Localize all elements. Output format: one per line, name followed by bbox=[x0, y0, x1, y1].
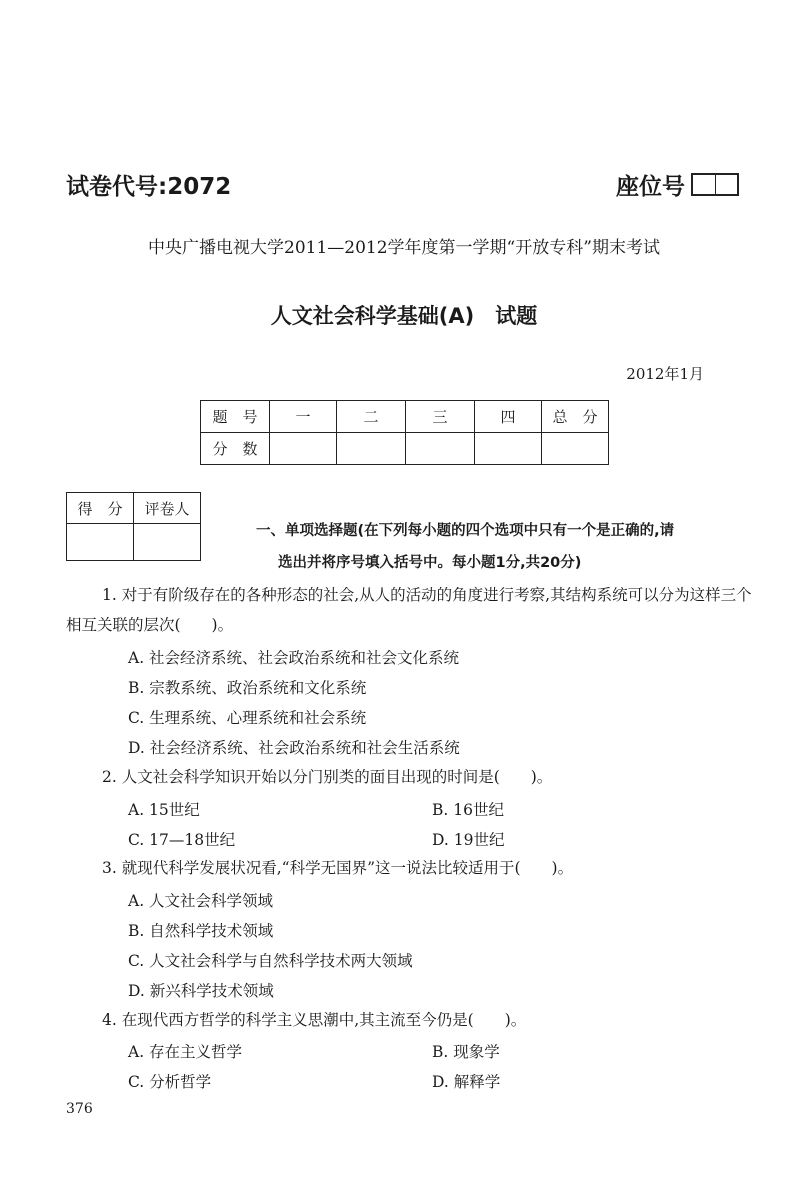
grader-table bbox=[66, 492, 201, 561]
score-table-cell: 总 分 bbox=[542, 401, 609, 433]
exam-title: 人文社会科学基础(A) 试题 bbox=[270, 304, 538, 328]
section-heading bbox=[256, 515, 674, 579]
question-option: B. 自然科学技术领域 bbox=[128, 922, 274, 940]
seat-number-boxes bbox=[691, 173, 739, 196]
exam-header: 中央广播电视大学2011—2012学年度第一学期“开放专科”期末考试 bbox=[148, 238, 660, 258]
score-table bbox=[200, 400, 609, 465]
question-option: C. 分析哲学 bbox=[128, 1073, 212, 1091]
question-option: A. 人文社会科学领域 bbox=[128, 892, 274, 910]
score-table-empty-cell bbox=[542, 433, 609, 465]
question-stem: 1. 对于有阶级存在的各种形态的社会,从人的活动的角度进行考察,其结构系统可以分为这样三个相互关联的层次( )。 bbox=[66, 586, 752, 634]
question-stem: 2. 人文社会科学知识开始以分门别类的面目出现的时间是( )。 bbox=[102, 768, 553, 786]
score-table-score-row bbox=[201, 433, 609, 465]
score-table-empty-cell bbox=[475, 433, 542, 465]
score-table-cell: 分 数 bbox=[201, 433, 270, 465]
score-table-cell: 一 bbox=[270, 401, 337, 433]
seat-number-label: 座位号 bbox=[616, 174, 685, 200]
question-option: B. 现象学 bbox=[432, 1043, 500, 1061]
question-option: A. 社会经济系统、社会政治系统和社会文化系统 bbox=[128, 649, 460, 667]
score-table-cell: 二 bbox=[337, 401, 406, 433]
section-heading-line: 一、单项选择题(在下列每小题的四个选项中只有一个是正确的,请 bbox=[256, 523, 675, 539]
grader-table-grader-label: 评卷人 bbox=[134, 493, 201, 524]
question-option: D. 新兴科学技术领域 bbox=[128, 982, 274, 1000]
grader-table-empty-cell bbox=[134, 524, 201, 561]
score-table-cell: 四 bbox=[475, 401, 542, 433]
question-stem: 3. 就现代科学发展状况看,“科学无国界”这一说法比较适用于( )。 bbox=[102, 859, 574, 877]
question-option: C. 17—18世纪 bbox=[128, 831, 236, 849]
score-table-cell: 三 bbox=[406, 401, 475, 433]
question-option: A. 存在主义哲学 bbox=[128, 1043, 243, 1061]
score-table-cell: 题 号 bbox=[201, 401, 270, 433]
grader-table-empty-cell bbox=[67, 524, 134, 561]
question-option: A. 15世纪 bbox=[128, 801, 200, 819]
section-heading-line: 选出并将序号填入括号中。每小题1分,共20分) bbox=[278, 555, 582, 571]
score-table-empty-cell bbox=[406, 433, 475, 465]
grader-table-score-label: 得 分 bbox=[67, 493, 134, 524]
score-table-empty-cell bbox=[337, 433, 406, 465]
question-option: B. 宗教系统、政治系统和文化系统 bbox=[128, 679, 367, 697]
question-option: D. 解释学 bbox=[432, 1073, 501, 1091]
question-stem: 4. 在现代西方哲学的科学主义思潮中,其主流至今仍是( )。 bbox=[102, 1011, 527, 1029]
page-number: 376 bbox=[66, 1101, 93, 1117]
score-table-header-row bbox=[201, 401, 609, 433]
question-option: B. 16世纪 bbox=[432, 801, 504, 819]
exam-date: 2012年1月 bbox=[626, 365, 704, 383]
question-option: D. 19世纪 bbox=[432, 831, 505, 849]
paper-code: 试卷代号:2072 bbox=[66, 174, 232, 200]
question-option: C. 生理系统、心理系统和社会系统 bbox=[128, 709, 367, 727]
question-option: D. 社会经济系统、社会政治系统和社会生活系统 bbox=[128, 739, 460, 757]
question-option: C. 人文社会科学与自然科学技术两大领域 bbox=[128, 952, 413, 970]
score-table-empty-cell bbox=[270, 433, 337, 465]
